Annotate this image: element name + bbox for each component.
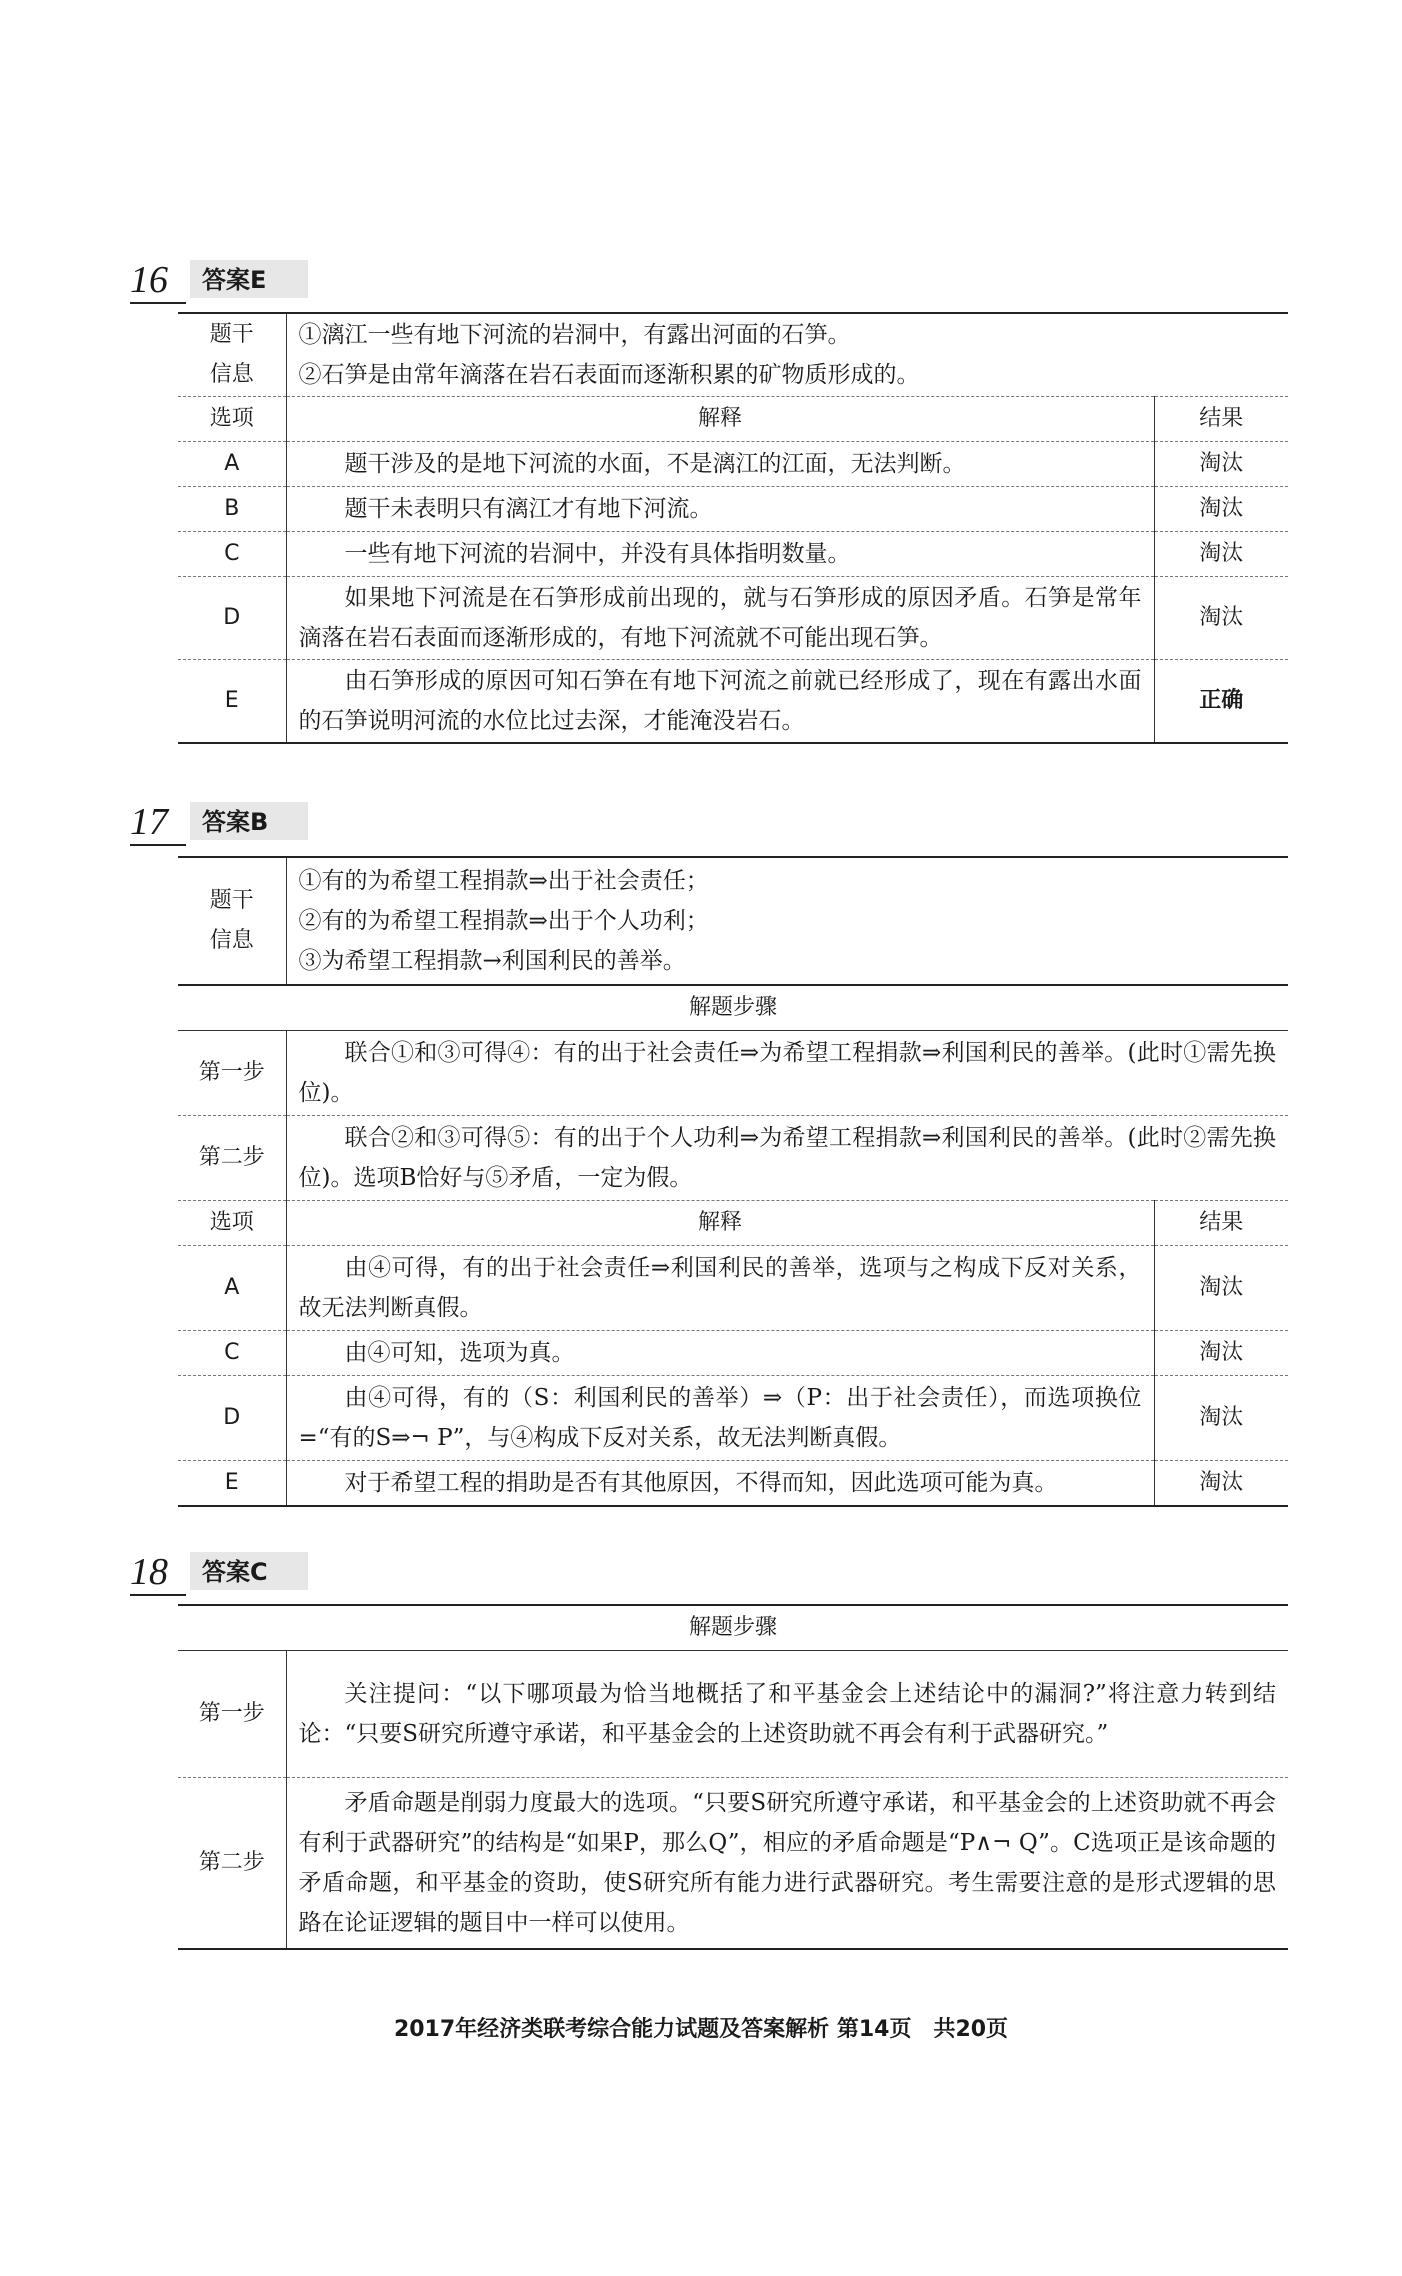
step-row	[178, 1031, 1288, 1116]
step-text: 矛盾命题是削弱力度最大的选项。“只要S研究所遵守承诺，和平基金会的上述资助就不再会有利于武器研究”的结构是“如果P，那么Q”，相应的矛盾命题是“P∧¬ Q”。C选项正是该命题的矛盾命题，和平基金的资助，使S研究所有能力进行武器研究。考生需要注意的是形式逻辑的思路在论证逻辑的题目中一样可以使用。	[286, 1778, 1288, 1950]
answer-label: 答案C	[202, 1558, 268, 1586]
step-row	[178, 1651, 1288, 1778]
header-option: 选项	[178, 1201, 286, 1246]
answer-label: 答案B	[202, 808, 269, 836]
steps-header: 解题步骤	[178, 1605, 1288, 1651]
header-option: 选项	[178, 397, 286, 442]
step-text: 联合①和③可得④：有的出于社会责任⇒为希望工程捐款⇒利国利民的善举。(此时①需先换位)。	[286, 1031, 1288, 1116]
step-text: 关注提问：“以下哪项最为恰当地概括了和平基金会上述结论中的漏洞?”将注意力转到结论：“只要S研究所遵守承诺，和平基金会的上述资助就不再会有利于武器研究。”	[286, 1651, 1288, 1778]
step-label: 第一步	[178, 1651, 286, 1778]
question-18-table	[178, 1604, 1288, 1950]
page-footer: 2017年经济类联考综合能力试题及答案解析 第14页 共20页	[393, 2017, 1009, 2042]
table-row: A 题干涉及的是地下河流的水面，不是漓江的江面，无法判断。 淘汰	[178, 442, 1288, 487]
steps-header-row	[178, 985, 1288, 1031]
divider	[130, 302, 186, 304]
table-header-row	[178, 1201, 1288, 1246]
info-row	[178, 313, 1288, 397]
info-text: ①有的为希望工程捐款⇒出于社会责任； ②有的为希望工程捐款⇒出于个人功利； ③为希望工程捐款→利国利民的善举。	[286, 857, 1288, 985]
step-row	[178, 1116, 1288, 1201]
question-16-header	[130, 258, 310, 302]
question-17-header	[130, 800, 310, 844]
steps-header: 解题步骤	[178, 985, 1288, 1031]
table-row: D 如果地下河流是在石笋形成前出现的，就与石笋形成的原因矛盾。石笋是常年滴落在岩石表面而逐渐形成的，有地下河流就不可能出现石笋。 淘汰	[178, 577, 1288, 660]
answer-label: 答案E	[202, 266, 267, 294]
info-label: 题干 信息	[178, 857, 286, 985]
question-18-header	[130, 1550, 310, 1594]
step-text: 联合②和③可得⑤：有的出于个人功利⇒为希望工程捐款⇒利国利民的善举。(此时②需先换位)。选项B恰好与⑤矛盾，一定为假。	[286, 1116, 1288, 1201]
header-result: 结果	[1154, 397, 1288, 442]
table-header-row	[178, 397, 1288, 442]
step-label: 第二步	[178, 1116, 286, 1201]
header-explain: 解释	[286, 1201, 1154, 1246]
table-row: C 一些有地下河流的岩洞中，并没有具体指明数量。 淘汰	[178, 532, 1288, 577]
question-number: 17	[130, 801, 168, 843]
info-label: 题干 信息	[178, 313, 286, 397]
step-row	[178, 1778, 1288, 1950]
header-explain: 解释	[286, 397, 1154, 442]
table-row: B 题干未表明只有漓江才有地下河流。 淘汰	[178, 487, 1288, 532]
question-number: 16	[130, 259, 168, 301]
table-row: A 由④可得，有的出于社会责任⇒利国利民的善举，选项与之构成下反对关系，故无法判断真假。 淘汰	[178, 1246, 1288, 1331]
info-text: ①漓江一些有地下河流的岩洞中，有露出河面的石笋。 ②石笋是由常年滴落在岩石表面而逐渐积累的矿物质形成的。	[286, 313, 1288, 397]
info-row	[178, 857, 1288, 985]
table-row: E 由石笋形成的原因可知石笋在有地下河流之前就已经形成了，现在有露出水面的石笋说明河流的水位比过去深，才能淹没岩石。 正确	[178, 660, 1288, 744]
question-number: 18	[130, 1551, 168, 1593]
step-label: 第一步	[178, 1031, 286, 1116]
step-label: 第二步	[178, 1778, 286, 1950]
header-result: 结果	[1154, 1201, 1288, 1246]
question-16-table	[178, 312, 1288, 744]
divider	[130, 1594, 186, 1596]
divider	[130, 844, 186, 846]
table-row: D 由④可得，有的（S：利国利民的善举）⇒（P：出于社会责任），而选项换位=“有的S⇒¬ P”，与④构成下反对关系，故无法判断真假。 淘汰	[178, 1376, 1288, 1461]
table-row: E 对于希望工程的捐助是否有其他原因，不得而知，因此选项可能为真。 淘汰	[178, 1461, 1288, 1507]
steps-header-row	[178, 1605, 1288, 1651]
question-17-table	[178, 856, 1288, 1507]
table-row: C 由④可知，选项为真。 淘汰	[178, 1331, 1288, 1376]
